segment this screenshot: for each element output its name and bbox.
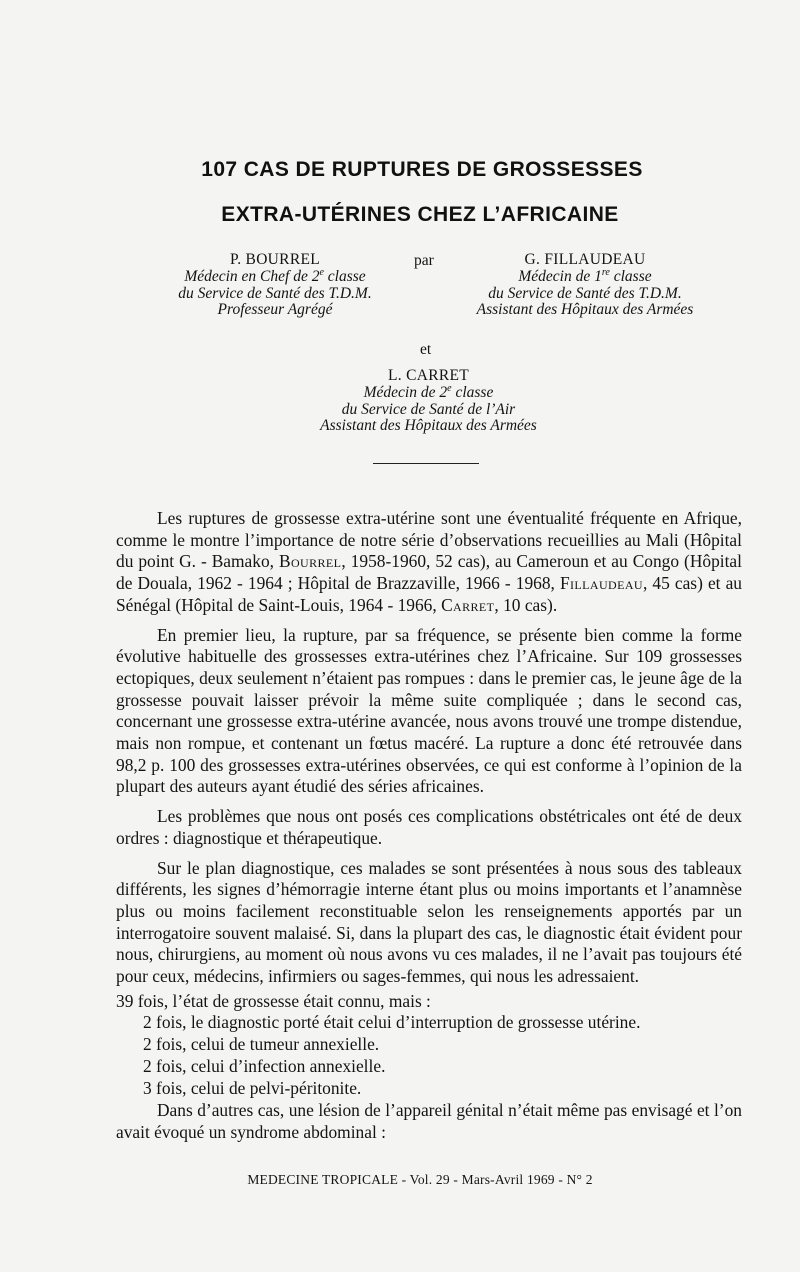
- author-name: G. FILLAUDEAU: [524, 251, 646, 268]
- paragraph-text: Les ruptures de grossesse extra-utérine sont une éventualité fréquente en Afrique, comme le montre l’importance de notre série d’observations recueillies au Mali (Hôpital du point G. - Bamako,: [116, 508, 742, 572]
- journal-footer: MEDECINE TROPICALE - Vol. 29 - Mars-Avril 1969 - N° 2: [247, 1172, 593, 1187]
- author-title: Assistant des Hôpitaux des Armées: [476, 301, 694, 318]
- paragraph-3: Les problèmes que nous ont posés ces complications obstétricales ont été de deux ordres : diagnostique et thérapeutique.: [116, 806, 742, 848]
- author-service: du Service de Santé des T.D.M.: [488, 284, 682, 302]
- list-item: 2 fois, le diagnostic porté était celui d’interruption de grossesse utérine.: [143, 1012, 641, 1033]
- paragraph-1: [116, 508, 742, 617]
- list-item: 2 fois, celui d’infection annexielle.: [143, 1055, 386, 1076]
- diagnosis-list: [116, 1012, 742, 1099]
- author-rank-ordinal: e: [447, 382, 452, 394]
- paragraph-text: , 10 cas).: [494, 594, 558, 615]
- author-fillaudeau: [455, 251, 715, 319]
- article-title-line-2: EXTRA-UTÉRINES CHEZ L’AFRICAINE: [221, 203, 619, 226]
- author-rank: [160, 266, 390, 286]
- list-item: 3 fois, celui de pelvi-péritonite.: [143, 1077, 362, 1098]
- paragraph-5: 39 fois, l’état de grossesse était connu, mais :: [116, 990, 431, 1011]
- paragraph-2: En premier lieu, la rupture, par sa fréquence, se présente bien comme la forme évolutive habituelle des grossesses extra-utérines chez l’Africaine. Sur 109 grossesses ectopiques, deux seulement n’étaient pas rompues : dans le premier cas, le jeune âge de la grossesse pouvait laisser prévoir la même suite compliquée ; dans le second cas, concernant une grossesse extra-utérine avancée, nous avons trouvé une trompe distendue, mais non rompue, et contenant un fœtus macéré. La rupture a donc été retrouvée dans 98,2 p. 100 des grossesses extra-utérines observées, ce qui est conforme à l’opinion de la plupart des auteurs ayant étudié des séries africaines.: [116, 624, 742, 797]
- author-rank-text: Médecin de 1: [518, 268, 602, 285]
- author-ref-carret: Carret: [441, 594, 495, 615]
- author-rank-suffix: classe: [323, 268, 366, 285]
- author-name: L. CARRET: [387, 367, 470, 384]
- author-title: Assistant des Hôpitaux des Armées: [320, 417, 537, 434]
- paragraph-text: , 45 cas) et au Sénégal (Hôpital de Saint-Louis, 1964 - 1966,: [116, 573, 743, 615]
- author-rank-ordinal: e: [319, 266, 324, 278]
- author-rank: [455, 266, 715, 286]
- author-rank-suffix: classe: [609, 268, 652, 285]
- author-carret: [296, 367, 561, 435]
- article-body: [116, 508, 742, 1144]
- author-rank-suffix: classe: [451, 384, 494, 401]
- author-ref-bourrel: Bourrel: [278, 551, 342, 572]
- author-bourrel: [160, 251, 390, 319]
- author-service: du Service de Santé de l’Air: [341, 400, 516, 418]
- article-title-line-1: 107 CAS DE RUPTURES DE GROSSESSES: [201, 158, 643, 181]
- par-connector: par: [414, 252, 434, 269]
- author-rank-text: Médecin de 2: [363, 384, 448, 401]
- author-rank: [296, 382, 561, 402]
- paragraph-6: Dans d’autres cas, une lésion de l’appareil génital n’était même pas envisagé et l’on avait évoqué un syndrome abdominal :: [116, 1100, 742, 1142]
- author-rank-ordinal: re: [601, 266, 610, 278]
- paragraph-text: , 1958-1960, 52 cas), au Cameroun et au Congo (Hôpital de Douala, 1962 - 1964 ; Hôpital de Brazzaville, 1966 - 1968,: [116, 551, 742, 594]
- author-rank-text: Médecin en Chef de 2: [184, 268, 320, 285]
- separator-rule: [373, 463, 479, 464]
- author-service: du Service de Santé des T.D.M.: [178, 284, 372, 302]
- author-name: P. BOURREL: [230, 251, 320, 268]
- list-item: 2 fois, celui de tumeur annexielle.: [143, 1034, 380, 1055]
- author-title: Professeur Agrégé: [217, 301, 333, 318]
- author-ref-fillaudeau: Fillaudeau: [559, 573, 643, 594]
- et-connector: et: [420, 341, 432, 358]
- paragraph-4: Sur le plan diagnostique, ces malades se sont présentées à nous sous des tableaux différents, les signes d’hémorragie interne étant plus ou moins importants et l’anamnèse plus ou moins facilement reconstituable selon les renseignements apportés par un interrogatoire souvent malaisé. Si, dans la plupart des cas, le diagnostic était évident pour nous, chirurgiens, au moment où nous avons vu ces malades, il ne l’avait pas toujours été pour ceux, médecins, infirmiers ou sages-femmes, qui nous les adressaient.: [116, 857, 742, 987]
